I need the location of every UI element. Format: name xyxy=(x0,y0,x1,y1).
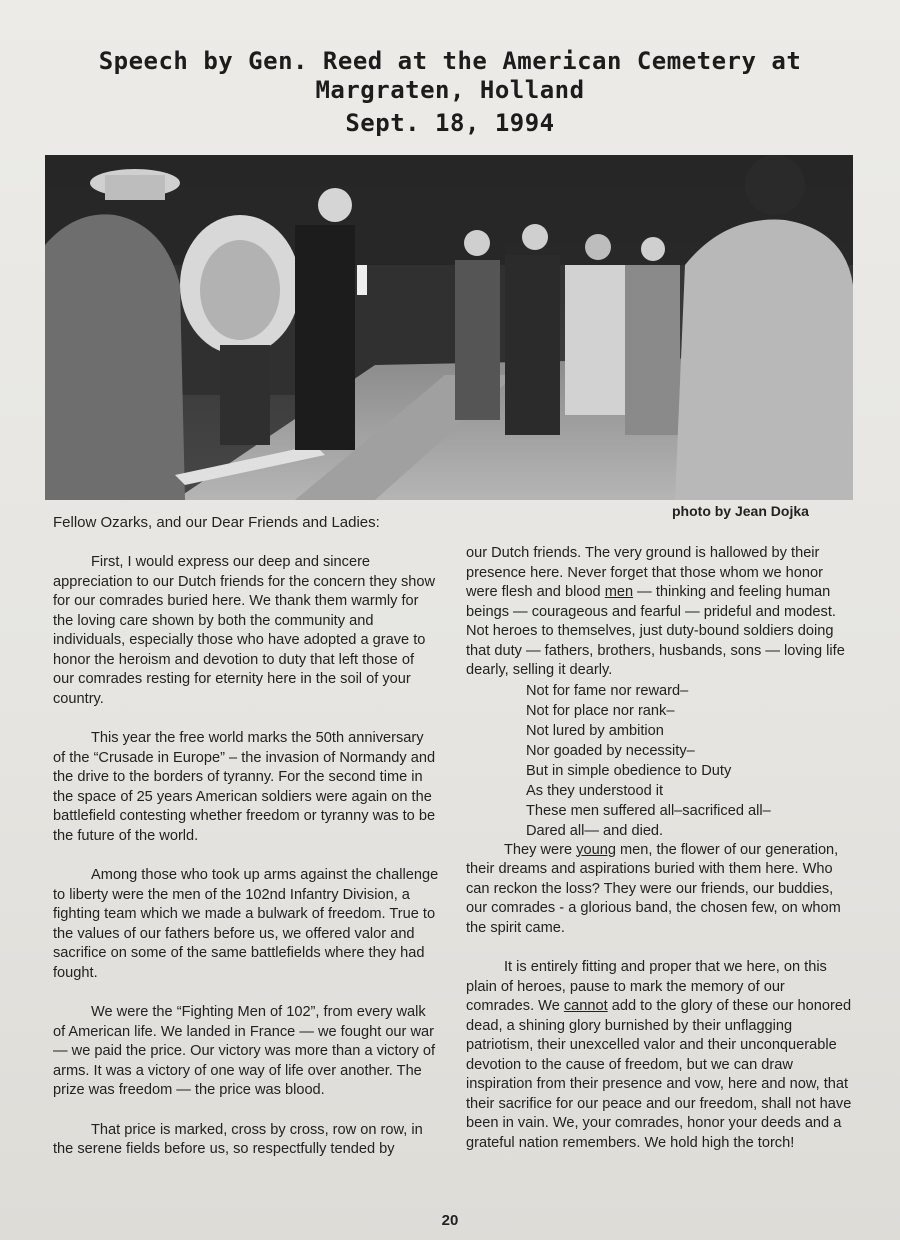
underlined-word: cannot xyxy=(563,998,608,1014)
paragraph xyxy=(466,544,856,681)
underlined-word: men xyxy=(604,584,634,600)
paragraph xyxy=(466,958,856,1153)
poem-line: Not for fame nor reward– xyxy=(526,682,689,699)
page-title-date: Sept. 18, 1994 xyxy=(345,109,555,137)
paragraph: We were the “Fighting Men of 102”, from every walk of American life. We landed in France — we fought our war — we paid the price. Our victory was more than a victory of arms. It was a victory of one way of life over another. The prize was freedom — the price was blood. xyxy=(53,1004,436,1098)
right-column xyxy=(466,544,856,1153)
text-run: They were xyxy=(504,841,577,858)
paragraph xyxy=(466,841,856,939)
left-column xyxy=(53,553,439,1160)
greeting: Fellow Ozarks, and our Dear Friends and Ladies: xyxy=(53,514,380,531)
poem-line: These men suffered all–sacrificed all– xyxy=(526,802,771,819)
poem-line: Not lured by ambition xyxy=(526,722,664,739)
page-number: 20 xyxy=(441,1212,459,1229)
poem-line: But in simple obedience to Duty xyxy=(526,762,732,779)
text-run: It is entirely fitting and proper that we here, on this plain of heroes, pause to mark the memory of our comrades. We xyxy=(466,959,827,1014)
text-run: our Dutch friends. The very ground is hallowed by their presence here. Never forget that those whom we honor were flesh and blood xyxy=(466,545,823,600)
paragraph: This year the free world marks the 50th anniversary of the “Crusade in Europe” – the invasion of Normandy and the drive to the borders of tyranny. For the second time in the space of 25 years American soldiers were again on the battlefield contesting whether freedom or tyranny was to be the future of the world. xyxy=(53,730,436,844)
poem-line: As they understood it xyxy=(526,782,664,799)
paragraph: That price is marked, cross by cross, row on row, in the serene fields before us, so respectfully tended by xyxy=(53,1121,423,1157)
text-run: men, the flower of our generation, their dreams and aspirations buried with them here. Who can reckon the loss? They were our friends, our buddies, our comrades - a glorious band, the chosen few, on whom the spirit came. xyxy=(466,841,841,936)
page-title-line-1: Speech by Gen. Reed at the American Cemetery at xyxy=(98,47,802,75)
text-run: add to the glory of these our honored dead, a shining glory burnished by their unflagging patriotism, their unexcelled valor and their unconquerable devotion to the cause of freedom, but we can draw inspiration from their presence and vow, here and now, that their sacrifice for our peace and our freedom, shall not have been in vain. We, your comrades, honor your deeds and a grateful nation remembers. We hold high the torch! xyxy=(466,998,852,1151)
paragraph: Among those who took up arms against the challenge to liberty were the men of the 102nd Infantry Division, a fighting team which we made a bulwark of freedom. True to the values of our fathers before us, we offered valor and sacrifice on some of the same battlefields where they had fought. xyxy=(53,867,439,981)
photo-caption: photo by Jean Dojka xyxy=(672,503,809,519)
underlined-word: young xyxy=(576,841,616,858)
poem-line: Dared all— and died. xyxy=(526,822,664,839)
ceremony-photo xyxy=(45,155,853,500)
page-title-line-2: Margraten, Holland xyxy=(315,76,585,104)
poem-line: Not for place nor rank– xyxy=(526,702,675,719)
paragraph: First, I would express our deep and sincere appreciation to our Dutch friends for the concern they show for our comrades buried here. We thank them warmly for the loving care shown by both the community and individuals, especially those who have adopted a grave to honor the heroism and devotion to duty that left those of our comrades resting for eternity here in the soil of your country. xyxy=(53,554,436,707)
poem xyxy=(466,681,856,841)
text-run: — thinking and feeling human beings — courageous and fearful — prideful and modest. Not heroes to themselves, just duty-bound soldiers doing that duty — fathers, brothers, husbands, sons — loving life dearly, selling it dearly. xyxy=(466,584,845,678)
poem-line: Nor goaded by necessity– xyxy=(526,742,695,759)
